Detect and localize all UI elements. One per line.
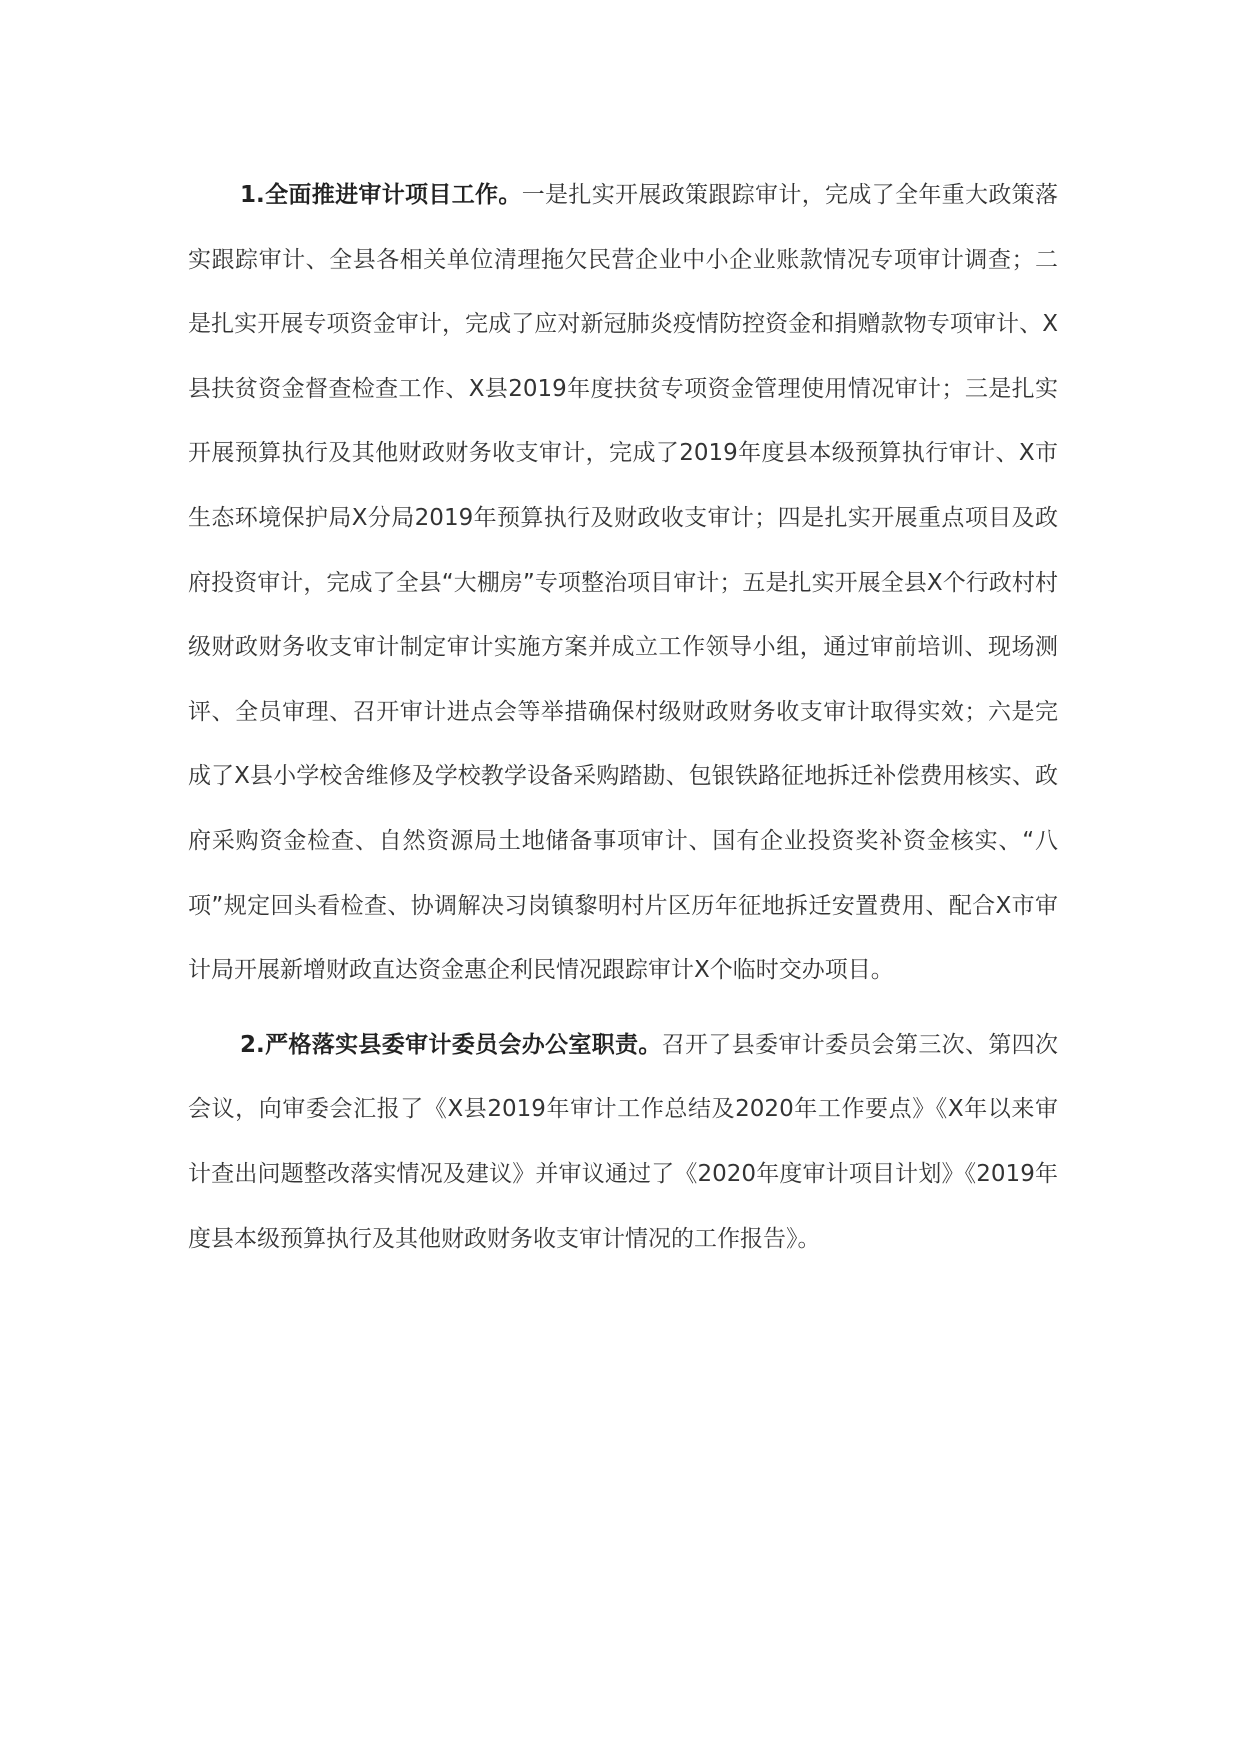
paragraph-2-heading: 2.严格落实县委审计委员会办公室职责。 — [240, 1031, 662, 1058]
paragraph-2 — [188, 1013, 1058, 1271]
document-body — [188, 163, 1058, 1281]
paragraph-1 — [188, 163, 1058, 1003]
paragraph-1-heading: 1.全面推进审计项目工作。 — [240, 182, 522, 208]
paragraph-2-text: 召开了县委审计委员会第三次、第四次会议，向审委会汇报了《X县2019年审计工作总结及2020年工作要点》《X年以来审计查出问题整改落实情况及建议》并审议通过了《2020年度审计项目计划》《2019年度县本级预算执行及其他财政财务收支审计情况的工作报告》。 — [188, 1031, 1058, 1252]
paragraph-1-text: 一是扎实开展政策跟踪审计，完成了全年重大政策落实跟踪审计、全县各相关单位清理拖欠民营企业中小企业账款情况专项审计调查；二是扎实开展专项资金审计，完成了应对新冠肺炎疫情防控资金和捐赠款物专项审计、X县扶贫资金督查检查工作、X县2019年度扶贫专项资金管理使用情况审计；三是扎实开展预算执行及其他财政财务收支审计，完成了2019年度县本级预算执行审计、X市生态环境保护局X分局2019年预算执行及财政收支审计；四是扎实开展重点项目及政府投资审计，完成了全县“大棚房”专项整治项目审计；五是扎实开展全县X个行政村村级财政财务收支审计制定审计实施方案并成立工作领导小组，通过审前培训、现场测评、全员审理、召开审计进点会等举措确保村级财政财务收支审计取得实效；六是完成了X县小学校舍维修及学校教学设备采购踏勘、包银铁路征地拆迁补偿费用核实、政府采购资金检查、自然资源局土地储备事项审计、国有企业投资奖补资金核实、“八项”规定回头看检查、协调解决习岗镇黎明村片区历年征地拆迁安置费用、配合X市审计局开展新增财政直达资金惠企利民情况跟踪审计X个临时交办项目。 — [188, 182, 1058, 984]
